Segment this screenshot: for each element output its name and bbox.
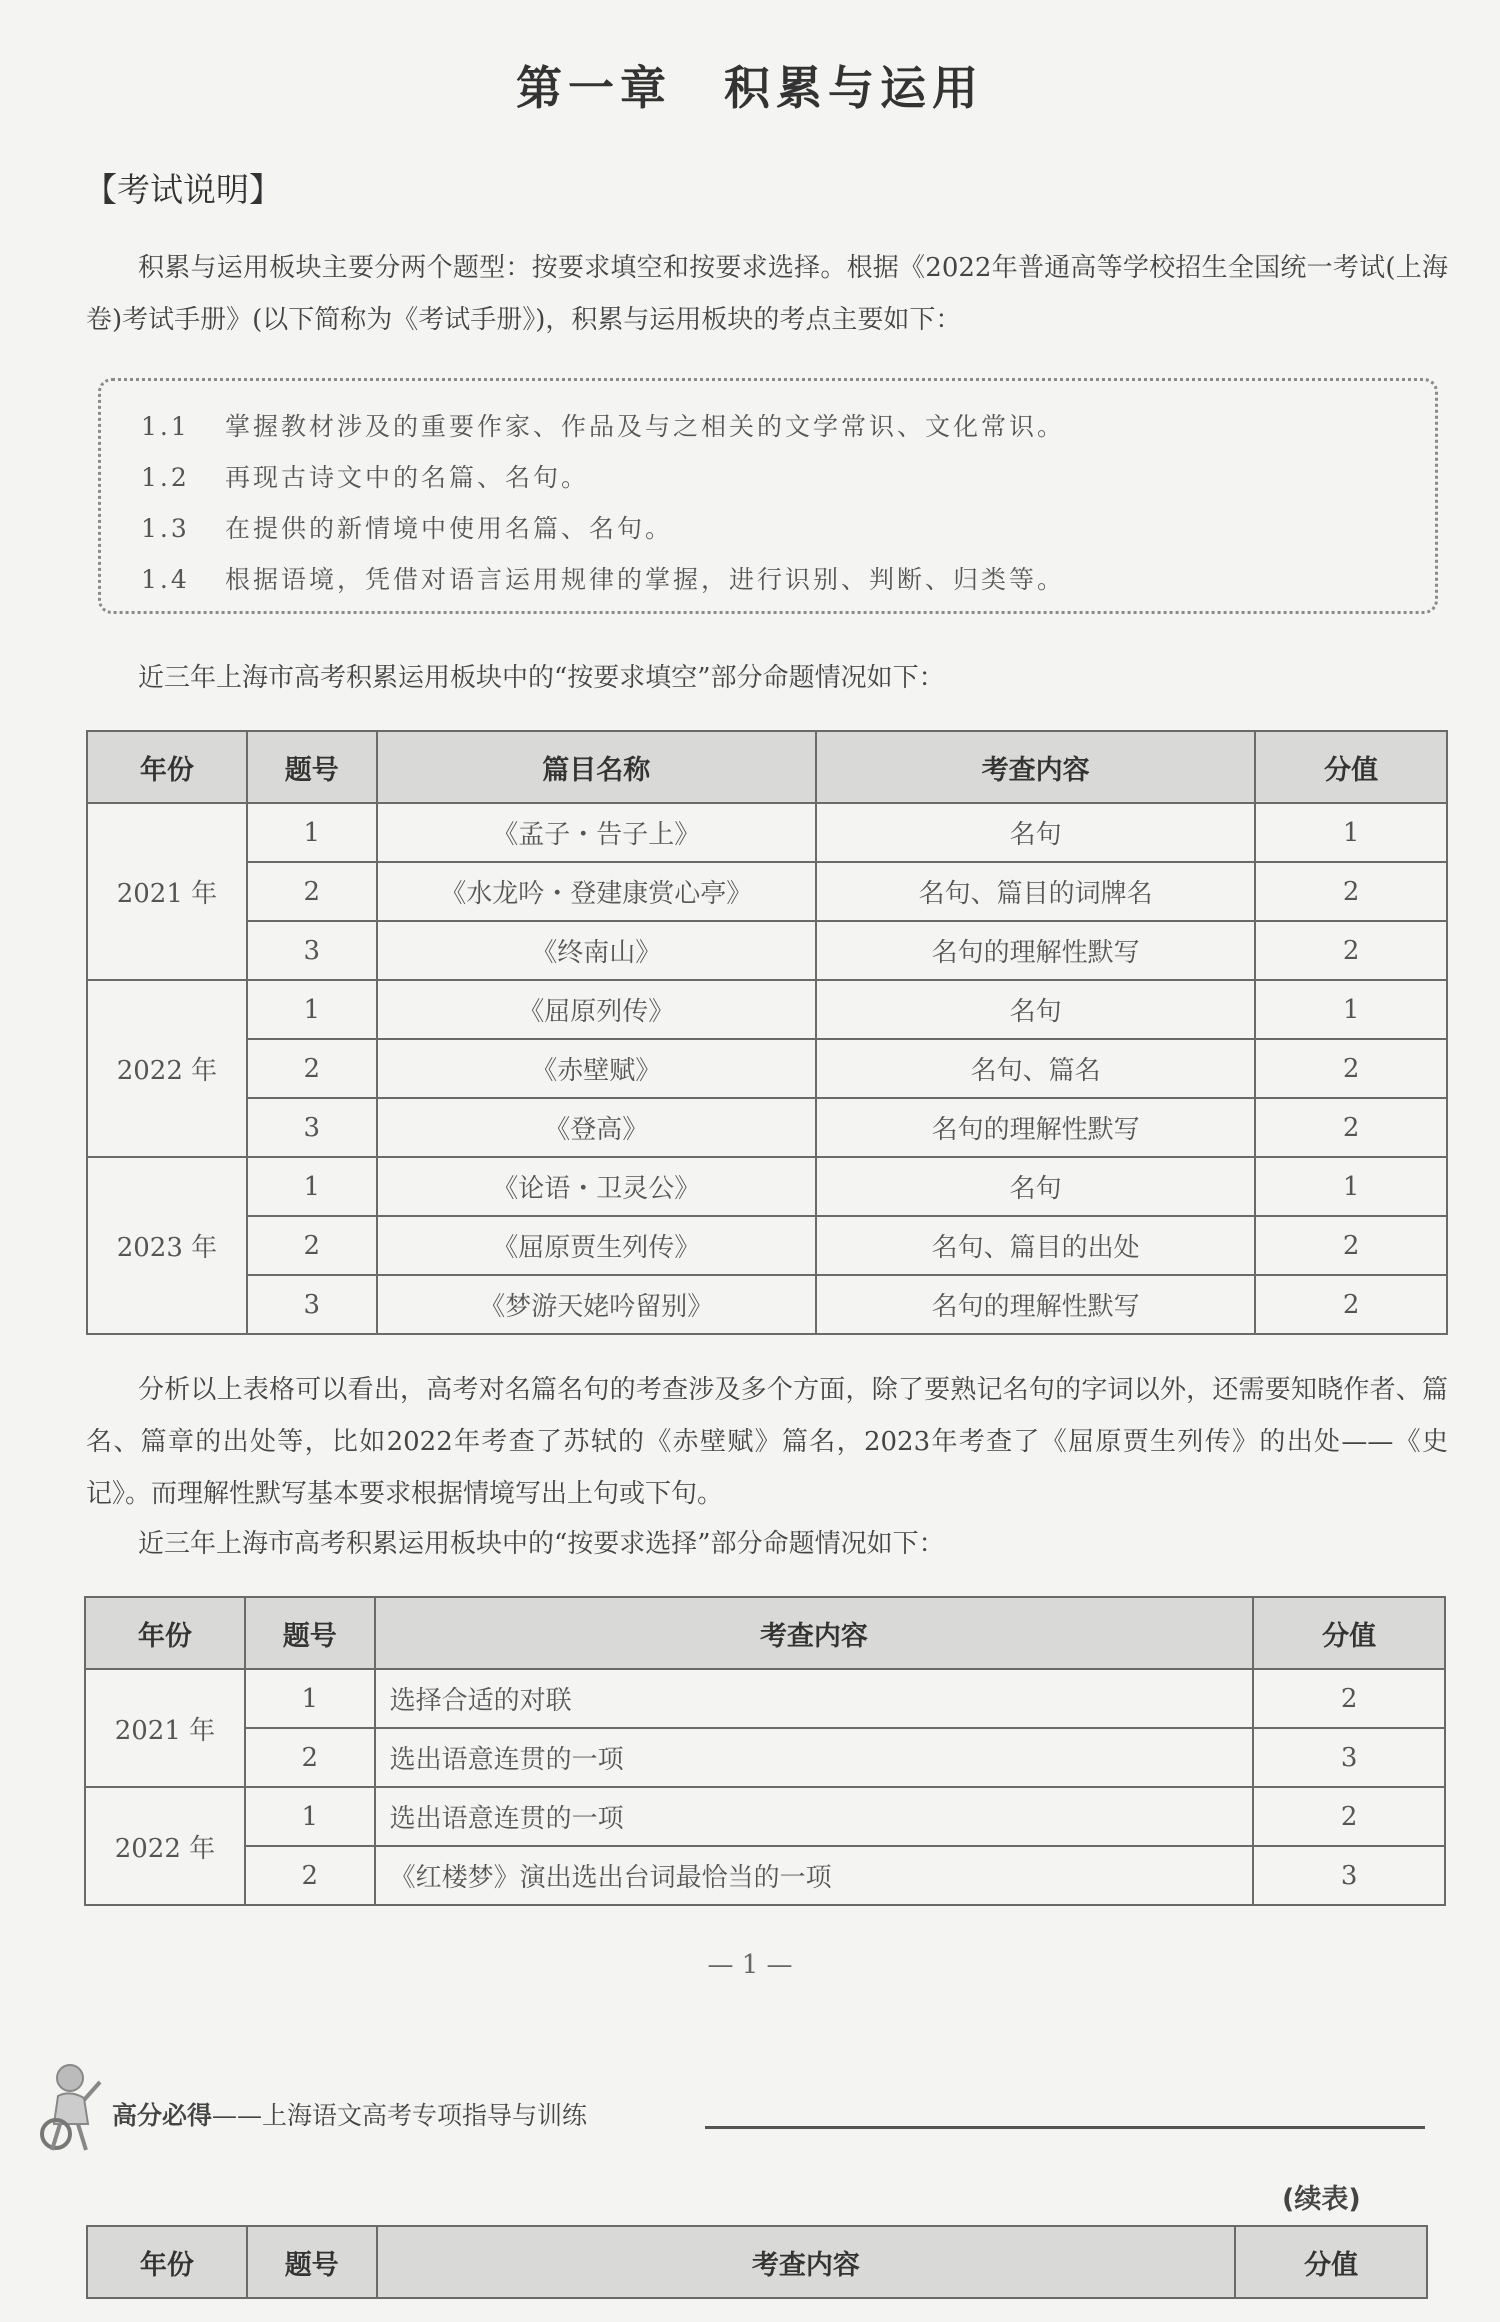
running-head bbox=[112, 2096, 587, 2132]
column-header: 题号 bbox=[245, 1597, 375, 1669]
column-header: 题号 bbox=[247, 2226, 377, 2298]
table-row bbox=[87, 980, 1447, 1039]
table-header-row bbox=[87, 731, 1447, 803]
content-cell: 名句的理解性默写 bbox=[816, 1098, 1255, 1157]
question-number-cell: 2 bbox=[245, 1728, 375, 1787]
content-cell: 名句的理解性默写 bbox=[816, 1275, 1255, 1334]
table-row bbox=[87, 1098, 1447, 1157]
analysis-paragraph: 分析以上表格可以看出，高考对名篇名句的考查涉及多个方面，除了要熟记名句的字词以外，还需要知晓作者、篇名、篇章的出处等，比如2022年考查了苏轼的《赤壁赋》篇名，2023年考查了《屈原贾生列传》的出处——《史记》。而理解性默写基本要求根据情境写出上句或下句。 bbox=[86, 1375, 1448, 1509]
title-cell: 《论语・卫灵公》 bbox=[377, 1157, 816, 1216]
year-cell: 2022 年 bbox=[87, 980, 247, 1157]
choice-intro: 近三年上海市高考积累运用板块中的“按要求选择”部分命题情况如下： bbox=[138, 1529, 945, 1559]
continued-table bbox=[86, 2225, 1428, 2299]
content-cell: 名句、篇目的词牌名 bbox=[816, 862, 1255, 921]
column-header: 考查内容 bbox=[377, 2226, 1236, 2298]
title-cell: 《登高》 bbox=[377, 1098, 816, 1157]
table-row bbox=[85, 1669, 1445, 1728]
fill-table bbox=[86, 730, 1448, 1335]
table-row bbox=[87, 921, 1447, 980]
score-cell: 2 bbox=[1255, 1275, 1447, 1334]
key-point-number: 1.4 bbox=[141, 565, 190, 594]
column-header: 考查内容 bbox=[816, 731, 1255, 803]
key-point-number: 1.3 bbox=[141, 514, 190, 543]
question-number-cell: 1 bbox=[245, 1669, 375, 1728]
table-row bbox=[85, 1728, 1445, 1787]
content-cell: 选出语意连贯的一项 bbox=[375, 1728, 1254, 1787]
key-point-number: 1.1 bbox=[141, 412, 190, 441]
score-cell: 1 bbox=[1255, 1157, 1447, 1216]
continued-label: (续表) bbox=[1282, 2184, 1361, 2215]
question-number-cell: 3 bbox=[247, 1098, 377, 1157]
fill-intro: 近三年上海市高考积累运用板块中的“按要求填空”部分命题情况如下： bbox=[138, 663, 945, 693]
title-cell: 《赤壁赋》 bbox=[377, 1039, 816, 1098]
question-number-cell: 2 bbox=[247, 862, 377, 921]
column-header: 考查内容 bbox=[375, 1597, 1254, 1669]
content-cell: 选出语意连贯的一项 bbox=[375, 1787, 1254, 1846]
year-cell: 2022 年 bbox=[85, 1787, 245, 1905]
key-point bbox=[141, 401, 1395, 452]
content-cell: 名句 bbox=[816, 803, 1255, 862]
section-heading: 【考试说明】 bbox=[84, 170, 282, 209]
question-number-cell: 1 bbox=[247, 1157, 377, 1216]
table-row bbox=[85, 1846, 1445, 1905]
content-cell: 名句 bbox=[816, 980, 1255, 1039]
score-cell: 2 bbox=[1255, 1098, 1447, 1157]
year-cell: 2021 年 bbox=[85, 1669, 245, 1787]
running-head-bold: 高分必得 bbox=[112, 2101, 213, 2130]
title-cell: 《屈原贾生列传》 bbox=[377, 1216, 816, 1275]
question-number-cell: 3 bbox=[247, 921, 377, 980]
title-cell: 《水龙吟・登建康赏心亭》 bbox=[377, 862, 816, 921]
page-number: — 1 — bbox=[707, 1950, 793, 1980]
column-header: 年份 bbox=[87, 731, 247, 803]
key-points-box bbox=[98, 378, 1438, 614]
column-header: 篇目名称 bbox=[377, 731, 816, 803]
table-row bbox=[87, 1216, 1447, 1275]
table-header-row bbox=[85, 1597, 1445, 1669]
choice-table bbox=[84, 1596, 1446, 1906]
key-point bbox=[141, 554, 1395, 605]
content-cell: 名句、篇目的出处 bbox=[816, 1216, 1255, 1275]
table-row bbox=[87, 1157, 1447, 1216]
table-row bbox=[87, 803, 1447, 862]
column-header: 分值 bbox=[1235, 2226, 1427, 2298]
column-header: 分值 bbox=[1253, 1597, 1445, 1669]
table-row bbox=[87, 1275, 1447, 1334]
content-cell: 名句的理解性默写 bbox=[816, 921, 1255, 980]
question-number-cell: 1 bbox=[247, 803, 377, 862]
title-cell: 《屈原列传》 bbox=[377, 980, 816, 1039]
key-point-number: 1.2 bbox=[141, 463, 190, 492]
score-cell: 1 bbox=[1255, 980, 1447, 1039]
question-number-cell: 1 bbox=[247, 980, 377, 1039]
title-cell: 《终南山》 bbox=[377, 921, 816, 980]
key-point-text: 在提供的新情境中使用名篇、名句。 bbox=[225, 514, 674, 543]
content-cell: 名句、篇名 bbox=[816, 1039, 1255, 1098]
score-cell: 2 bbox=[1255, 1216, 1447, 1275]
score-cell: 2 bbox=[1255, 921, 1447, 980]
score-cell: 3 bbox=[1253, 1728, 1445, 1787]
column-header: 年份 bbox=[85, 1597, 245, 1669]
content-cell: 《红楼梦》演出选出台词最恰当的一项 bbox=[375, 1846, 1254, 1905]
title-cell: 《孟子・告子上》 bbox=[377, 803, 816, 862]
question-number-cell: 2 bbox=[245, 1846, 375, 1905]
table-row bbox=[87, 862, 1447, 921]
score-cell: 2 bbox=[1253, 1669, 1445, 1728]
key-point bbox=[141, 503, 1395, 554]
key-point bbox=[141, 452, 1395, 503]
table-row bbox=[87, 1039, 1447, 1098]
content-cell: 名句 bbox=[816, 1157, 1255, 1216]
year-cell: 2021 年 bbox=[87, 803, 247, 980]
running-head-rest: ——上海语文高考专项指导与训练 bbox=[212, 2101, 588, 2130]
column-header: 分值 bbox=[1255, 731, 1447, 803]
thinker-mascot-icon bbox=[30, 2060, 110, 2154]
score-cell: 2 bbox=[1255, 1039, 1447, 1098]
score-cell: 2 bbox=[1253, 1787, 1445, 1846]
score-cell: 2 bbox=[1255, 862, 1447, 921]
header-rule bbox=[705, 2126, 1425, 2129]
key-point-text: 再现古诗文中的名篇、名句。 bbox=[225, 463, 590, 492]
score-cell: 3 bbox=[1253, 1846, 1445, 1905]
score-cell: 1 bbox=[1255, 803, 1447, 862]
question-number-cell: 2 bbox=[247, 1216, 377, 1275]
column-header: 年份 bbox=[87, 2226, 247, 2298]
table-header-row bbox=[87, 2226, 1427, 2298]
key-point-text: 根据语境，凭借对语言运用规律的掌握，进行识别、判断、归类等。 bbox=[225, 565, 1066, 594]
question-number-cell: 2 bbox=[247, 1039, 377, 1098]
question-number-cell: 3 bbox=[247, 1275, 377, 1334]
chapter-title: 第一章 积累与运用 bbox=[516, 61, 984, 115]
question-number-cell: 1 bbox=[245, 1787, 375, 1846]
year-cell: 2023 年 bbox=[87, 1157, 247, 1334]
key-point-text: 掌握教材涉及的重要作家、作品及与之相关的文学常识、文化常识。 bbox=[225, 412, 1066, 441]
table-row bbox=[85, 1787, 1445, 1846]
intro-paragraph: 积累与运用板块主要分两个题型：按要求填空和按要求选择。根据《2022年普通高等学校招生全国统一考试(上海卷)考试手册》(以下简称为《考试手册》)，积累与运用板块的考点主要如下： bbox=[86, 253, 1448, 335]
content-cell: 选择合适的对联 bbox=[375, 1669, 1254, 1728]
title-cell: 《梦游天姥吟留别》 bbox=[377, 1275, 816, 1334]
column-header: 题号 bbox=[247, 731, 377, 803]
